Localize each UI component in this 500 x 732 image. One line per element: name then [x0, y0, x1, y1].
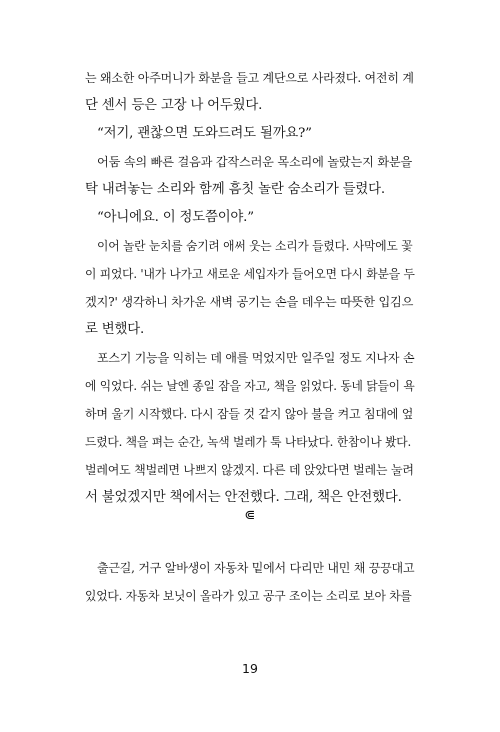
- text-line-16: 서 불었겠지만 책에서는 안전했다. 그래, 책은 안전했다.: [85, 490, 402, 505]
- page-number: 19: [242, 661, 258, 676]
- text-line-14: 드렸다. 책을 펴는 순간, 녹색 벌레가 툭 나타났다. 한참이나 봤다.: [85, 435, 412, 449]
- text-line-12: 에 익었다. 쉬는 날엔 종일 잠을 자고, 책을 읽었다. 동네 닭들이 욕: [85, 379, 415, 393]
- text-line-13: 하며 울기 시작했다. 다시 잠들 것 같지 않아 불을 켜고 침대에 엎: [85, 407, 414, 421]
- text-line-4: 어둠 속의 빠른 걸음과 갑작스러운 목소리에 놀랐는지 화분을: [97, 155, 413, 169]
- text-line-15: 벌레여도 책벌레면 나쁘지 않겠지. 다른 데 앉았다면 벌레는 눌려: [85, 463, 414, 477]
- text-line-8: 이 피었다. '내가 나가고 새로운 세입자가 들어오면 다시 화분을 두: [85, 267, 415, 281]
- text-line-5: 탁 내려놓는 소리와 함께 흠칫 놀란 숨소리가 들렸다.: [85, 182, 385, 197]
- text-line-17: 출근길, 거구 알바생이 자동차 밑에서 다리만 내민 채 끙끙대고: [97, 561, 415, 575]
- text-line-6: “아니에요. 이 정도쯤이야.”: [97, 210, 254, 225]
- text-line-1: 는 왜소한 아주머니가 화분을 들고 계단으로 사라졌다. 여전히 계: [85, 71, 414, 85]
- text-line-3: “저기, 괜찮으면 도와드려도 될까요?”: [97, 126, 312, 141]
- text-line-11: 포스기 기능을 익히는 데 애를 먹었지만 일주일 정도 지나자 손: [97, 351, 415, 365]
- text-line-10: 로 변했다.: [85, 322, 145, 337]
- section-divider: ⋐: [244, 508, 256, 523]
- text-line-7: 이어 놀란 눈치를 숨기려 애써 웃는 소리가 들렸다. 사막에도 꽃: [97, 239, 413, 253]
- text-line-9: 겠지?' 생각하니 차가운 새벽 공기는 손을 데우는 따뜻한 입김으: [85, 295, 414, 309]
- text-line-2: 단 센서 등은 고장 나 어두웠다.: [85, 98, 263, 113]
- text-line-18: 있었다. 자동차 보닛이 올라가 있고 공구 조이는 소리로 보아 차를: [85, 589, 412, 603]
